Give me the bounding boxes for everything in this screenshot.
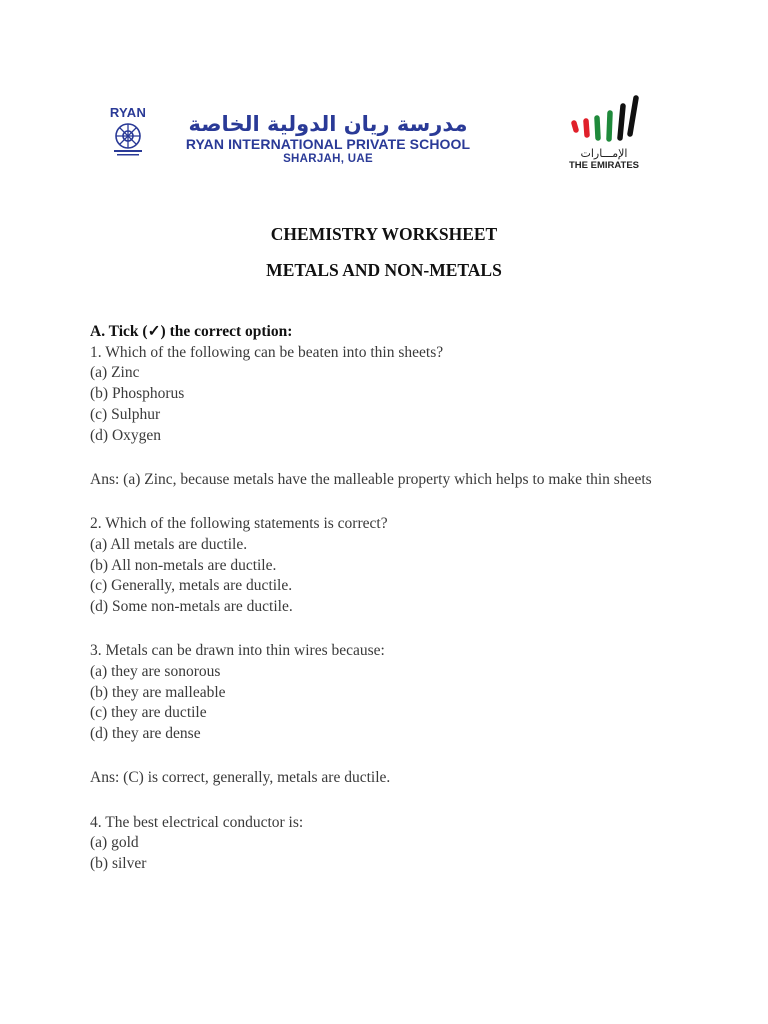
option: (b) Phosphorus — [90, 385, 185, 403]
worksheet-body — [90, 322, 670, 875]
answer-text: Ans: (a) Zinc, because metals have the malleable property which helps to make thin sheets — [90, 470, 652, 488]
option: (a) All metals are ductile. — [90, 535, 248, 553]
question-text: 3. Metals can be drawn into thin wires because: — [90, 642, 385, 660]
spacer — [90, 789, 670, 813]
spacer — [90, 618, 670, 642]
question-text: 4. The best electrical conductor is: — [90, 813, 304, 831]
option: (b) All non-metals are ductile. — [90, 556, 277, 574]
worksheet-title: CHEMISTRY WORKSHEET — [270, 224, 498, 244]
school-name-arabic: مدرسة ريان الدولية الخاصة — [188, 112, 468, 136]
ryan-emblem-icon — [108, 120, 148, 158]
emirates-logo-english: THE EMIRATES — [568, 160, 640, 171]
option: (d) they are dense — [90, 725, 201, 743]
option: (a) they are sonorous — [90, 662, 221, 680]
spacer — [90, 745, 670, 769]
option: (c) Sulphur — [90, 405, 161, 423]
option: (b) they are malleable — [90, 683, 226, 701]
answer-text: Ans: (C) is correct, generally, metals are ductile. — [90, 769, 391, 787]
option: (a) Zinc — [90, 364, 140, 382]
question-block — [90, 514, 670, 618]
school-location: SHARJAH, UAE — [283, 153, 373, 165]
option: (c) Generally, metals are ductile. — [90, 577, 293, 595]
question-text: 1. Which of the following can be beaten into thin sheets? — [90, 343, 444, 361]
option: (a) gold — [90, 834, 139, 852]
section-heading: A. Tick (✓) the correct option: — [90, 323, 293, 340]
school-name-block — [172, 112, 484, 166]
the-emirates-logo — [558, 92, 650, 172]
spacer — [90, 491, 670, 515]
ryan-logo-text: RYAN — [109, 105, 147, 120]
option: (c) they are ductile — [90, 704, 207, 722]
option: (d) Some non-metals are ductile. — [90, 597, 293, 615]
school-name-english: RYAN INTERNATIONAL PRIVATE SCHOOL — [185, 136, 471, 152]
option: (b) silver — [90, 855, 147, 873]
question-block — [90, 813, 670, 875]
spacer — [90, 446, 670, 470]
option: (d) Oxygen — [90, 426, 162, 444]
emirates-logo-arabic: الإمـــارات — [580, 147, 628, 160]
letterhead — [0, 92, 768, 188]
question-block — [90, 343, 670, 447]
question-block — [90, 641, 670, 745]
emirates-bars-icon — [564, 92, 644, 144]
ryan-logo — [102, 106, 154, 158]
topic-title: METALS AND NON-METALS — [266, 260, 502, 280]
question-text: 2. Which of the following statements is correct? — [90, 515, 388, 533]
